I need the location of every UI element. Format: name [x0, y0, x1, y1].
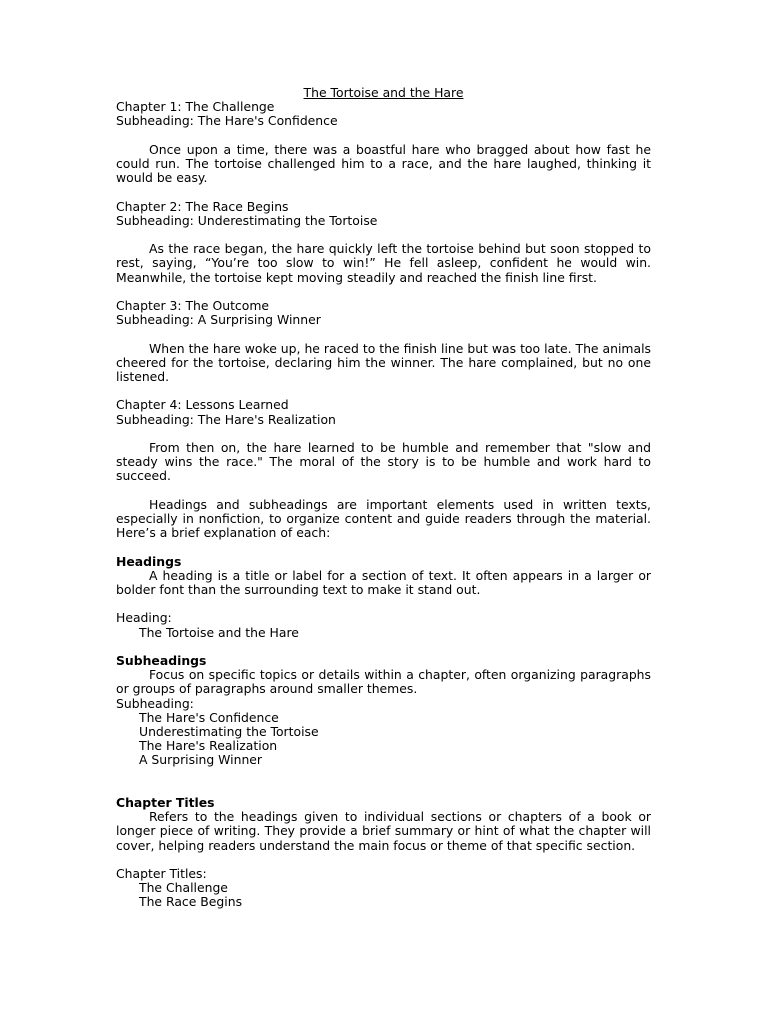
chapter-4-heading: Chapter 4: Lessons Learned	[116, 397, 289, 413]
chapter-2-heading: Chapter 2: The Race Begins	[116, 198, 289, 214]
chapter-2-text: As the race began, the hare quickly left the tortoise behind but soon stopped to rest, saying, “You’re too slow to win!” He fell asleep, confident he would win. Meanwhile, the tortoise kept moving steadily and reached the finish line first.	[116, 241, 651, 285]
heading-example-label: Heading:	[116, 610, 172, 626]
chapter-title-example: The Challenge	[139, 880, 228, 896]
subheading-example: The Hare's Realization	[139, 738, 278, 754]
document-title: The Tortoise and the Hare	[303, 85, 464, 100]
heading-example: The Tortoise and the Hare	[139, 624, 299, 640]
document-page	[116, 86, 651, 910]
chapter-3-heading: Chapter 3: The Outcome	[116, 297, 270, 313]
chapter-1-heading: Chapter 1: The Challenge	[116, 99, 275, 115]
subheading-example: A Surprising Winner	[139, 752, 263, 768]
subheading-example-label: Subheading:	[116, 695, 194, 711]
subheadings-section-text: Focus on specific topics or details within a chapter, often organizing paragraphs or groups of paragraphs around smaller themes.	[116, 667, 651, 697]
chapter-4-text: From then on, the hare learned to be humble and remember that "slow and steady wins the race." The moral of the story is to be humble and work hard to succeed.	[116, 439, 651, 484]
subheading-example: Underestimating the Tortoise	[139, 723, 319, 739]
chapter-4-subheading: Subheading: The Hare's Realization	[116, 411, 336, 427]
intro-paragraph: Headings and subheadings are important elements used in written texts, especially in nonfiction, to organize content and guide readers through the material. Here’s a brief explanation of each:	[116, 496, 651, 541]
subheadings-section-title: Subheadings	[116, 652, 207, 668]
chapter-titles-section-title: Chapter Titles	[116, 794, 215, 810]
chapter-1-text: Once upon a time, there was a boastful hare who bragged about how fast he could run. The tortoise challenged him to a race, and the hare laughed, thinking it would be easy.	[116, 141, 651, 186]
chapter-3-subheading: Subheading: A Surprising Winner	[116, 312, 321, 328]
chapter-1-subheading: Subheading: The Hare's Confidence	[116, 113, 338, 129]
chapter-titles-section-text: Refers to the headings given to individual sections or chapters of a book or longer piece of writing. They provide a brief summary or hint of what the chapter will cover, helping readers understand the main focus or theme of that specific section.	[116, 809, 651, 853]
chapter-3-text: When the hare woke up, he raced to the finish line but was too late. The animals cheered for the tortoise, declaring him the winner. The hare complained, but no one listened.	[116, 340, 651, 384]
chapter-title-example-label: Chapter Titles:	[116, 865, 207, 881]
chapter-title-example: The Race Begins	[139, 894, 243, 910]
headings-section-title: Headings	[116, 553, 182, 569]
subheading-example: The Hare's Confidence	[139, 709, 279, 725]
chapter-2-subheading: Subheading: Underestimating the Tortoise	[116, 212, 378, 228]
headings-section-text: A heading is a title or label for a section of text. It often appears in a larger or bolder font than the surrounding text to make it stand out.	[116, 567, 651, 597]
